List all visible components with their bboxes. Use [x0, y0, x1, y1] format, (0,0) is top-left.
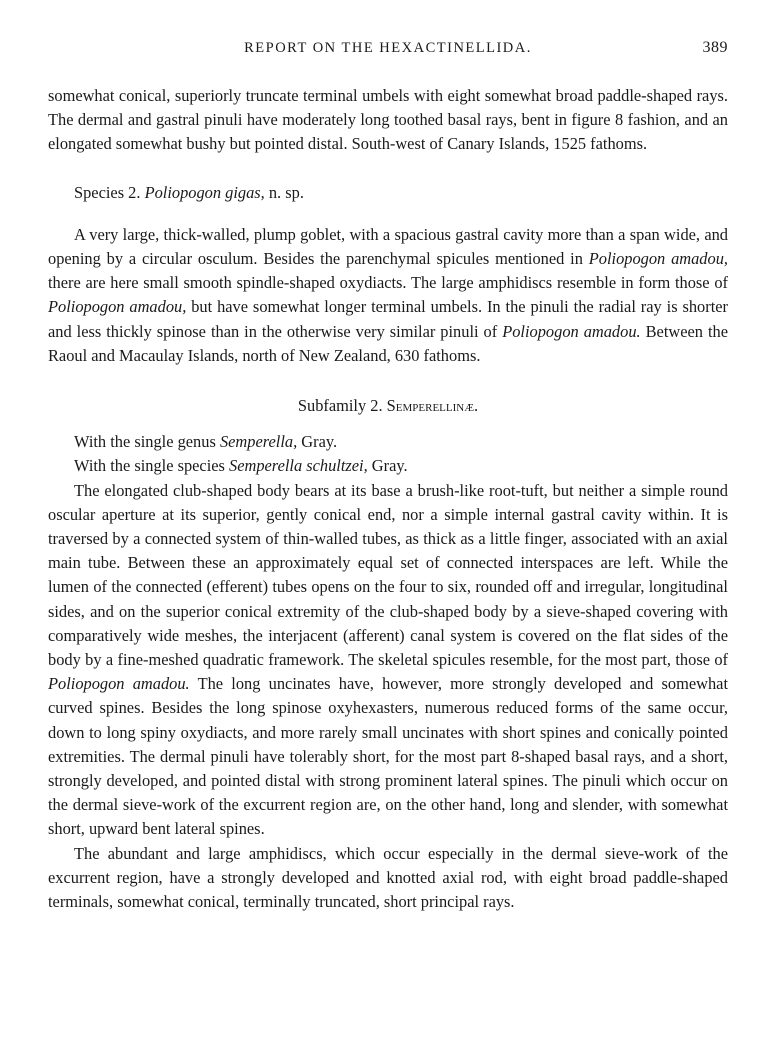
- genus-line: [48, 430, 728, 454]
- subfamily-name: Semperellinæ.: [386, 396, 479, 416]
- text-run: With the single species: [74, 456, 230, 476]
- amphidisc-paragraph: The abundant and large amphidiscs, which occur especially in the dermal sieve-work of the excurrent region, have a strongly developed and knotted axial rod, with eight broad paddle-shaped terminals, somewhat conical, terminally truncated, short principal rays.: [48, 843, 728, 912]
- species-description: [48, 223, 728, 368]
- semperella-description: [48, 479, 728, 842]
- text-run: Between the Raoul and Macaulay Islands, north of New Zealand, 630 fathoms.: [48, 321, 728, 365]
- page-body: [48, 84, 728, 914]
- running-header: [48, 40, 728, 64]
- species-heading: [48, 181, 728, 205]
- species-name: Semperella schultzei,: [229, 456, 368, 476]
- paragraph-continuation: somewhat conical, superiorly truncate terminal umbels with eight somewhat broad paddle-shaped rays. The dermal and gastral pinuli have moderately long toothed basal rays, bent in figure 8 fashion, and an elongated somewhat bushy but pointed distal. South-west of Canary Islands, 1525 fathoms.: [48, 86, 728, 154]
- text-run: Gray.: [367, 456, 408, 476]
- species-name: Poliopogon gigas,: [144, 182, 265, 202]
- taxon-name: Poliopogon amadou.: [502, 321, 641, 341]
- text-run: The long uncinates have, however, more strongly developed and somewhat curved spines. Besides the long spinose oxyhexasters, numerous reduced forms of the same occur, down to long spiny oxydiacts, and more rarely small uncinates with short spines and conically pointed extremities. The dermal pinuli have tolerably short, for the most part 8-shaped basal rays, and a short, strongly developed, and pointed distal with strong prominent lateral spines. The pinuli which occur on the dermal sieve-work of the excurrent region are, on the other hand, long and slender, with somewhat short, upward bent lateral spines.: [48, 674, 728, 839]
- species-suffix: n. sp.: [264, 182, 304, 202]
- genus-name: Semperella,: [219, 432, 298, 452]
- text-run: The elongated club-shaped body bears at its base a brush-like root-tuft, but neither a simple round oscular aperture at its superior, gently conical end, nor a simple internal gastral cavity within. It is traversed by a connected system of thin-walled tubes, as thick as a little finger, associated with an axial main tube. Between these an approximately equal set of connected interspaces are left. While the lumen of the connected (efferent) tubes opens on the four to six, rounded off and irregular, longitudinal sides, and on the superior conical extremity of the club-shaped body by a sieve-shaped covering with comparatively wide meshes, the interjacent (afferent) canal system is covered on the flat sides of the body by a fine-meshed quadratic framework. The skeletal spicules resemble, for the most part, those of: [48, 480, 728, 670]
- text-run: there are here small smooth spindle-shaped oxydiacts. The large amphidiscs resemble in form those of: [48, 273, 728, 293]
- text-run: but have somewhat longer terminal umbels. In the pinuli the radial ray is shorter and less thickly spinose than in the otherwise very similar pinuli of: [48, 297, 728, 341]
- subfamily-prefix: Subfamily 2.: [297, 396, 387, 416]
- species-line: [48, 454, 728, 478]
- text-run: Gray.: [297, 432, 338, 452]
- running-title: REPORT ON THE HEXACTINELLIDA.: [244, 40, 532, 56]
- text-run: A very large, thick-walled, plump goblet, with a spacious gastral cavity more than a span wide, and opening by a circular osculum. Besides the parenchymal spicules mentioned in: [48, 224, 728, 269]
- taxon-name: Poliopogon amadou.: [48, 674, 190, 694]
- page-number: 389: [702, 39, 728, 56]
- species-prefix: Species 2.: [74, 182, 145, 202]
- taxon-name: Poliopogon amadou,: [48, 297, 187, 317]
- taxon-name: Poliopogon amadou,: [588, 249, 728, 269]
- subfamily-heading: [48, 394, 728, 418]
- text-run: With the single genus: [74, 432, 220, 452]
